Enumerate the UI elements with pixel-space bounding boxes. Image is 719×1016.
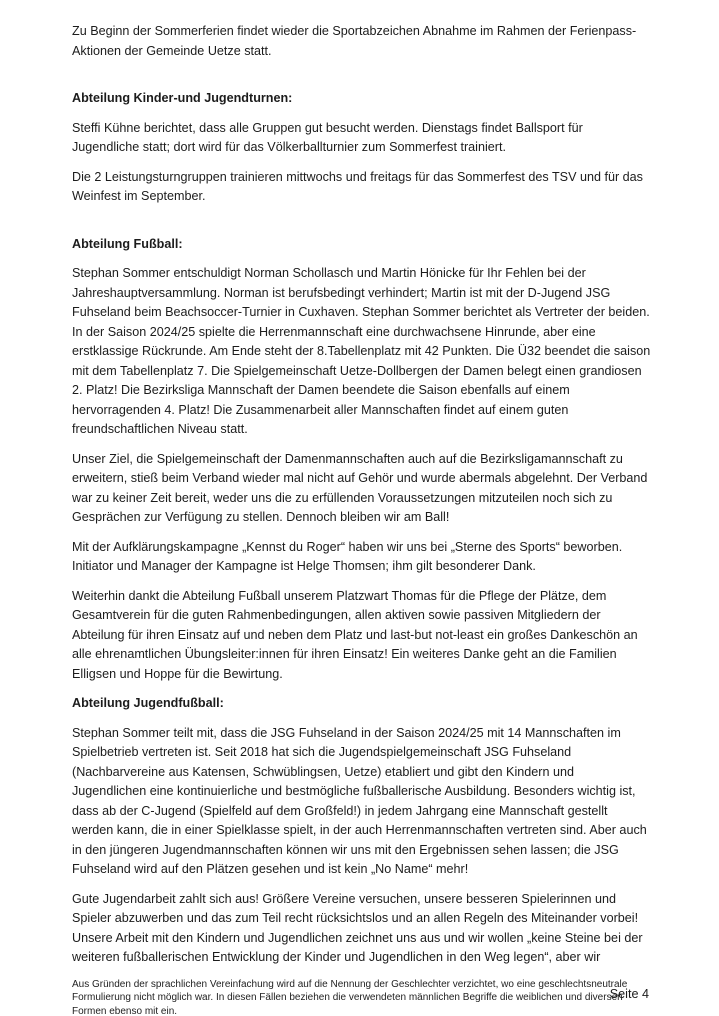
- section-heading-fussball: Abteilung Fußball:: [72, 236, 183, 251]
- paragraph-dank-abteilung-fussball: Weiterhin dankt die Abteilung Fußball unserem Platzwart Thomas für die Pflege der Plätze, dem Gesamtverein für die guten Rahmenbedingungen, allen aktiven sowie passiven Mitgliedern der Abteilung für ihren Einsatz auf und neben dem Platz und last-but not-least ein großes Dankeschön an alle ehrenamtlichen Übungsleiter:innen für ihren Einsatz! Ein weiteres Danke geht an die Familien Elligsen und Hoppe für die Bewirtung.: [72, 588, 638, 681]
- footnote-geschlechter-hinweis: Aus Gründen der sprachlichen Vereinfachung wird auf die Nennung der Geschlechter verzichtet, wo eine geschlechtsneutrale Formulierung nicht möglich war. In diesen Fällen beziehen die verwendeten männlichen Begriffe die weiblichen und diversen Formen ebenso mit ein.: [72, 978, 628, 1016]
- paragraph-aufklaerungskampagne: Mit der Aufklärungskampagne „Kennst du Roger“ haben wir uns bei „Sterne des Sports“ beworben. Initiator und Manager der Kampagne ist Helge Thomsen; ihm gilt besonderer Dank.: [72, 539, 623, 573]
- section-heading-jugendfussball: Abteilung Jugendfußball:: [72, 696, 224, 710]
- paragraph-steffi-kuehne: Steffi Kühne berichtet, dass alle Gruppen gut besucht werden. Dienstags findet Ballsport für Jugendliche statt; dort wird für das Völkerballturnier zum Sommerfest trainiert.: [72, 120, 583, 154]
- paragraph-spielgemeinschaft-ziel: Unser Ziel, die Spielgemeinschaft der Damenmannschaften auch auf die Bezirksligamannschaft zu erweitern, stieß beim Verband wieder mal nicht auf Gehör und wurde abermals abgelehnt. Der Verband war zu keiner Zeit bereit, weder uns die zu erfüllenden Voraussetzungen mitzuteilen noch sich zu Gesprächen zur Verfügung zu stellen. Dennoch bleiben wir am Ball!: [72, 451, 648, 524]
- section-heading-kinder-und-jugendturnen: Abteilung Kinder-und Jugendturnen:: [72, 91, 293, 105]
- paragraph-leistungsturngruppen: Die 2 Leistungsturngruppen trainieren mittwochs und freitags für das Sommerfest des TSV und für das Weinfest im September.: [72, 169, 643, 203]
- paragraph-jsg-fuhseland: Stephan Sommer teilt mit, dass die JSG Fuhseland in der Saison 2024/25 mit 14 Mannschaften im Spielbetrieb vertreten ist. Seit 2018 hat sich die Jugendspielgemeinschaft JSG Fuhseland (Nachbarvereine aus Katensen, Schwüblingsen, Uetze) etabliert und gibt den Kindern und Jugendlichen eine kontinuierliche und bestmögliche fußballerische Ausbildung. Besonders wichtig ist, dass ab der C-Jugend (Spielfeld auf dem Großfeld!) in jedem Jahrgang eine Mannschaft gestellt werden kann, die in einer Spielklasse spielt, in der auch Herrenmannschaften vertreten sind. Aber auch in den jüngeren Jugendmannschaften können wir uns mit den Ergebnissen sehen lassen; die JSG Fuhseland wird auf den Plätzen gesehen und ist kein „No Name“ mehr!: [72, 725, 647, 876]
- paragraph-fussball-saisonbericht: Stephan Sommer entschuldigt Norman Schollasch und Martin Hönicke für Ihr Fehlen bei der Jahreshauptversammlung. Norman ist berufsbedingt verhindert; Martin ist mit der D-Jugend JSG Fuhseland beim Beachsoccer-Turnier in Cuxhaven. Stephan Sommer berichtet als Vertreter der beiden. In der Saison 2024/25 spielte die Herrenmannschaft eine durchwachsene Hinrunde, aber eine erstklassige Rückrunde. Am Ende steht der 8.Tabellenplatz mit 42 Punkten. Die Ü32 beendet die saison mit dem Tabellenplatz 7. Die Spielgemeinschaft Uetze-Dollbergen der Damen belegt einen grandiosen 2. Platz! Die Bezirksliga Mannschaft der Damen beendete die Saison ebenfalls auf einem hervorragenden 4. Platz! Die Zusammenarbeit aller Mannschaften findet auf einem guten freundschaftlichen Niveau statt.: [72, 266, 651, 436]
- paragraph-intro-sportabzeichen: Zu Beginn der Sommerferien findet wieder die Sportabzeichen Abnahme im Rahmen der Ferienpass-Aktionen der Gemeinde Uetze statt.: [72, 24, 637, 58]
- paragraph-jugendarbeit: Gute Jugendarbeit zahlt sich aus! Größere Vereine versuchen, unsere besseren Spielerinnen und Spieler abzuwerben und das zum Teil recht rücksichtslos und an allen Regeln des Miteinander vorbei! Unsere Arbeit mit den Kindern und Jugendlichen zeichnet uns aus und wir wollen „keine Steine bei der weiteren fußballerischen Entwicklung der Kinder und Jugendlichen in den Weg legen“, aber wir: [72, 891, 643, 964]
- page-number: Seite 4: [609, 986, 649, 1001]
